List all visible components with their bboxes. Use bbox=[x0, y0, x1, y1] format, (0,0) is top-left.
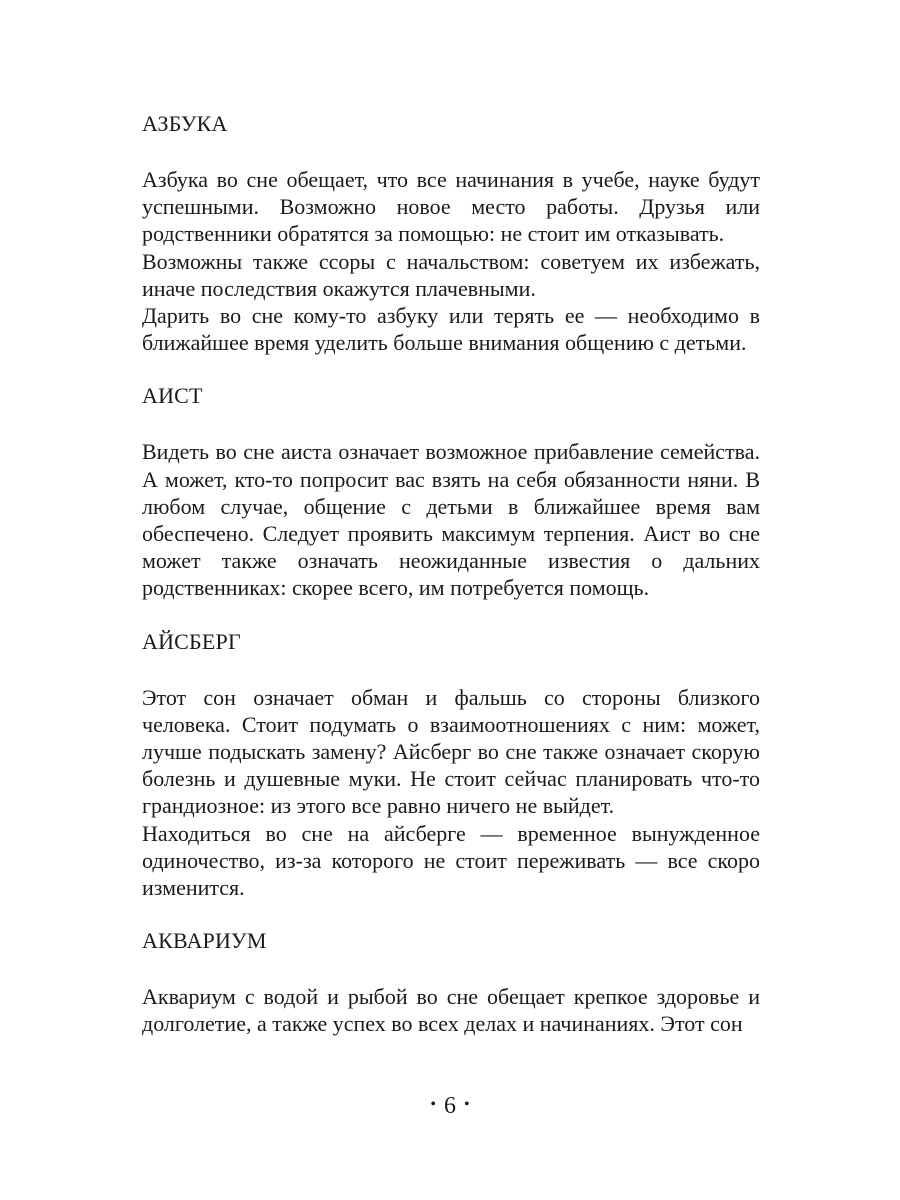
bullet-right: • bbox=[464, 1096, 470, 1114]
page-number: 6 bbox=[444, 1093, 456, 1119]
entry-paragraph: Азбука во сне обещает, что все начинания в учебе, науке будут успешными. Возможно новое место работы. Друзья или родственники обратятся за помощью: не стоит им отказывать. bbox=[142, 167, 760, 247]
entry-paragraph: Возможны также ссоры с начальством: советуем их избежать, иначе последствия окажутся плачевными. bbox=[142, 248, 760, 301]
bullet-left: • bbox=[430, 1096, 436, 1114]
entry-aist bbox=[142, 382, 760, 601]
entry-paragraph: Находиться во сне на айсберге — временное вынужденное одиночество, из-за которого не стоит переживать — все скоро изменится. bbox=[142, 820, 760, 901]
entry-azbuka bbox=[142, 110, 760, 356]
entry-aisberg bbox=[142, 628, 760, 902]
entry-title: АЗБУКА bbox=[142, 111, 228, 136]
entry-title: АЙСБЕРГ bbox=[142, 628, 241, 654]
entry-paragraph: Аквариум с водой и рыбой во сне обещает крепкое здоровье и долголетие, а также успех во всех делах и начинаниях. Этот сон bbox=[142, 984, 760, 1037]
page-footer bbox=[0, 1092, 900, 1121]
page-body bbox=[142, 110, 760, 1038]
entry-paragraph: Дарить во сне кому-то азбуку или терять ее — необходимо в ближайшее время уделить больше внимания общению с детьми. bbox=[142, 303, 760, 356]
entry-paragraph: Видеть во сне аиста означает возможное прибавление семейства. А может, кто-то попросит вас взять на себя обязанности няни. В любом случае, общение с детьми в ближайшее время вам обеспечено. Следует проявить максимум терпения. Аист во сне может также означать неожиданные известия о дальних родственниках: скорее всего, им потребуется помощь. bbox=[142, 439, 760, 601]
entry-title: АКВАРИУМ bbox=[142, 928, 267, 954]
entry-title: АИСТ bbox=[142, 383, 203, 409]
entry-akvarium bbox=[142, 927, 760, 1037]
entry-paragraph: Этот сон означает обман и фальшь со стороны близкого человека. Стоит подумать о взаимоотношениях с ним: может, лучше подыскать замену? Айсберг во сне также означает скорую болезнь и душевные муки. Не стоит сейчас планировать что-то грандиозное: из этого все равно ничего не выйдет. bbox=[142, 684, 760, 819]
